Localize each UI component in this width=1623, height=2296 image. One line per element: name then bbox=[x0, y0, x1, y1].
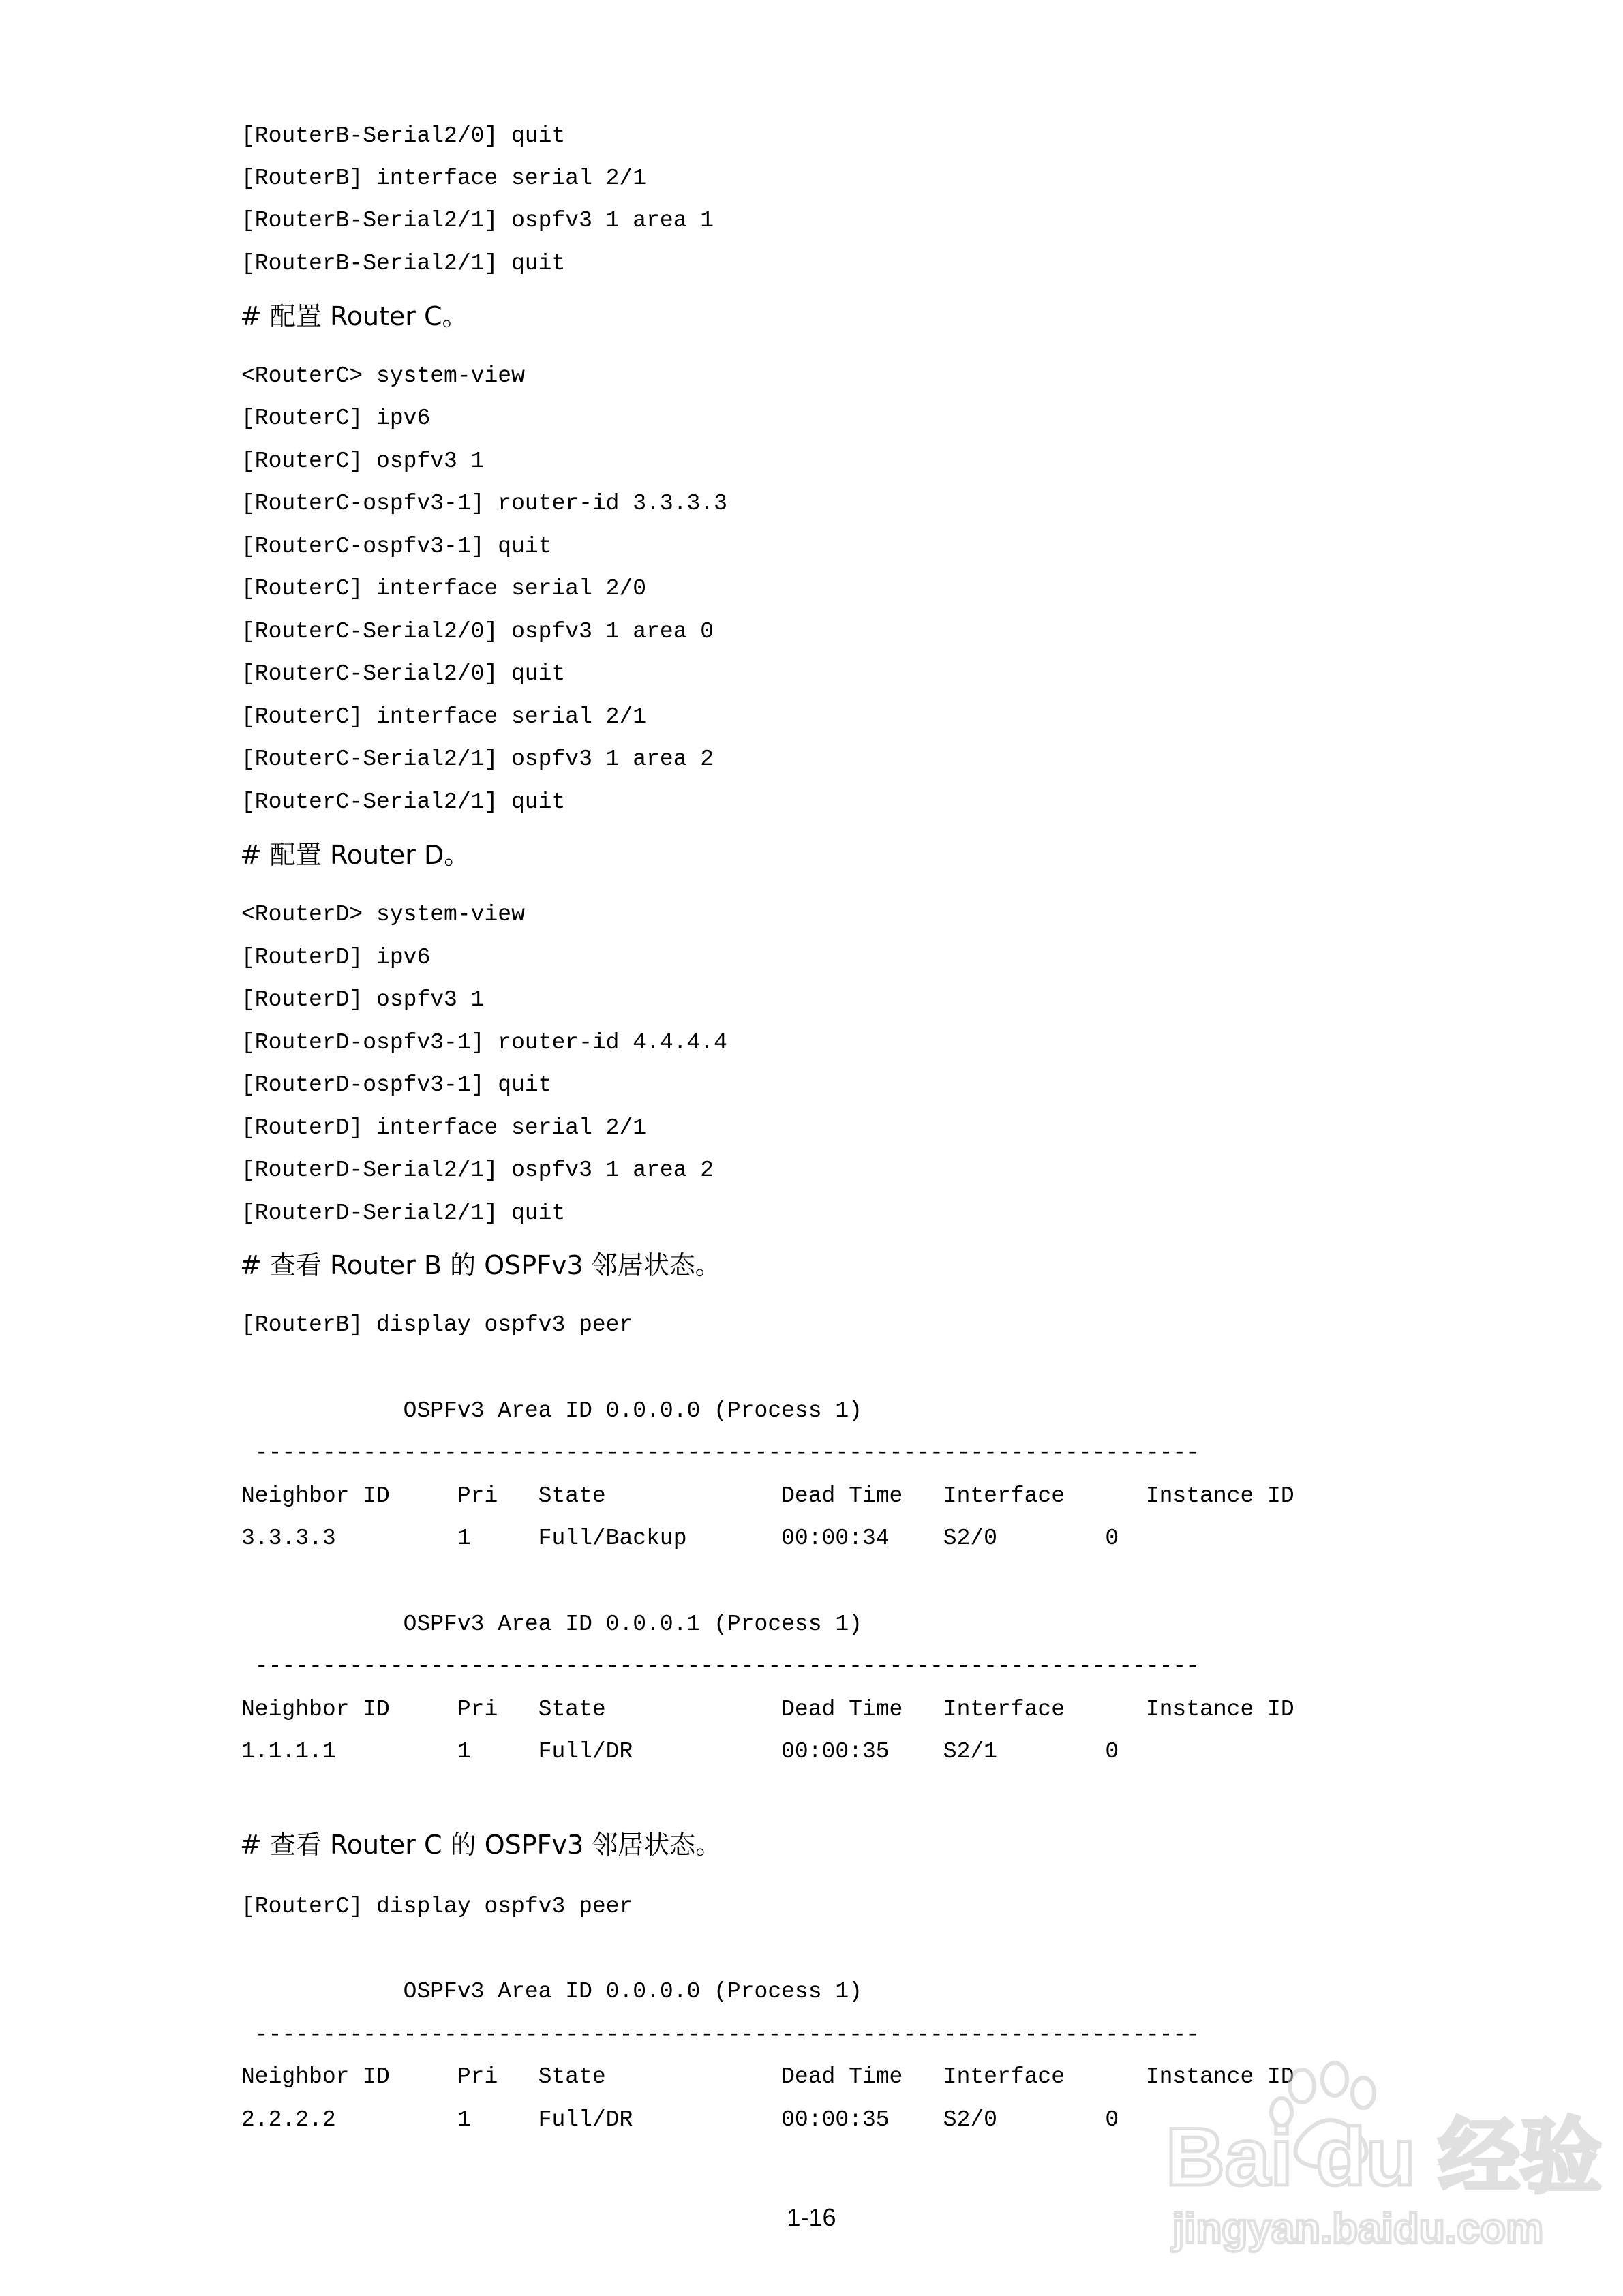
code-line: [RouterC-ospfv3-1] router-id 3.3.3.3 bbox=[241, 491, 727, 516]
area-header: OSPFv3 Area ID 0.0.0.1 (Process 1) bbox=[241, 1612, 862, 1637]
code-line: [RouterC] ipv6 bbox=[241, 406, 431, 431]
separator-line: ---------------------------------------------------------------------- bbox=[241, 2022, 1200, 2047]
separator-line: ---------------------------------------------------------------------- bbox=[241, 1654, 1200, 1679]
page-number: 1-16 bbox=[787, 2203, 836, 2231]
area-header: OSPFv3 Area ID 0.0.0.0 (Process 1) bbox=[241, 1398, 862, 1423]
table-header-row: Neighbor ID Pri State Dead Time Interface Instance ID bbox=[241, 1697, 1294, 1722]
watermark-brand: Bai du 经验 bbox=[1166, 2111, 1603, 2203]
code-line: [RouterB-Serial2/0] quit bbox=[241, 123, 566, 149]
code-line: [RouterC-Serial2/1] quit bbox=[241, 789, 566, 815]
table-header-row: Neighbor ID Pri State Dead Time Interface Instance ID bbox=[241, 2064, 1294, 2089]
watermark-url: jingyan.baidu.com bbox=[1172, 2205, 1544, 2252]
code-line: [RouterD] ipv6 bbox=[241, 945, 431, 970]
code-line: [RouterD-ospfv3-1] router-id 4.4.4.4 bbox=[241, 1030, 727, 1055]
table-row: 1.1.1.1 1 Full/DR 00:00:35 S2/1 0 bbox=[241, 1739, 1119, 1764]
code-line: [RouterC-Serial2/0] ospfv3 1 area 0 bbox=[241, 619, 714, 644]
area-header: OSPFv3 Area ID 0.0.0.0 (Process 1) bbox=[241, 1979, 862, 2004]
code-line: [RouterD-Serial2/1] ospfv3 1 area 2 bbox=[241, 1158, 714, 1183]
table-row: 2.2.2.2 1 Full/DR 00:00:35 S2/0 0 bbox=[241, 2107, 1119, 2132]
table-row: 3.3.3.3 1 Full/Backup 00:00:34 S2/0 0 bbox=[241, 1526, 1119, 1551]
code-line: [RouterB-Serial2/1] ospfv3 1 area 1 bbox=[241, 208, 714, 233]
code-line: [RouterC] interface serial 2/0 bbox=[241, 576, 647, 601]
table-header-row: Neighbor ID Pri State Dead Time Interface Instance ID bbox=[241, 1483, 1294, 1509]
code-line: [RouterB] interface serial 2/1 bbox=[241, 166, 647, 191]
code-line: [RouterD-ospfv3-1] quit bbox=[241, 1072, 552, 1098]
code-line: [RouterB-Serial2/1] quit bbox=[241, 251, 566, 276]
code-line: [RouterC-ospfv3-1] quit bbox=[241, 534, 552, 559]
section-heading: # 配置 Router C。 bbox=[240, 301, 468, 331]
section-heading: # 查看 Router C 的 OSPFv3 邻居状态。 bbox=[240, 1830, 722, 1860]
section-heading: # 配置 Router D。 bbox=[240, 840, 470, 870]
code-line: [RouterB] display ospfv3 peer bbox=[241, 1312, 633, 1338]
code-line: [RouterC] display ospfv3 peer bbox=[241, 1894, 633, 1919]
code-line: <RouterD> system-view bbox=[241, 902, 525, 927]
code-line: [RouterD] interface serial 2/1 bbox=[241, 1115, 647, 1141]
separator-line: ---------------------------------------------------------------------- bbox=[241, 1440, 1200, 1466]
code-line: [RouterC-Serial2/1] ospfv3 1 area 2 bbox=[241, 746, 714, 772]
code-line: [RouterD] ospfv3 1 bbox=[241, 987, 485, 1012]
code-line: [RouterC-Serial2/0] quit bbox=[241, 661, 566, 686]
code-line: [RouterC] interface serial 2/1 bbox=[241, 704, 647, 729]
code-line: <RouterC> system-view bbox=[241, 363, 525, 389]
section-heading: # 查看 Router B 的 OSPFv3 邻居状态。 bbox=[240, 1250, 721, 1280]
baidu-jingyan-watermark-logo bbox=[1159, 2059, 1603, 2256]
code-line: [RouterC] ospfv3 1 bbox=[241, 449, 485, 474]
code-line: [RouterD-Serial2/1] quit bbox=[241, 1200, 566, 1226]
